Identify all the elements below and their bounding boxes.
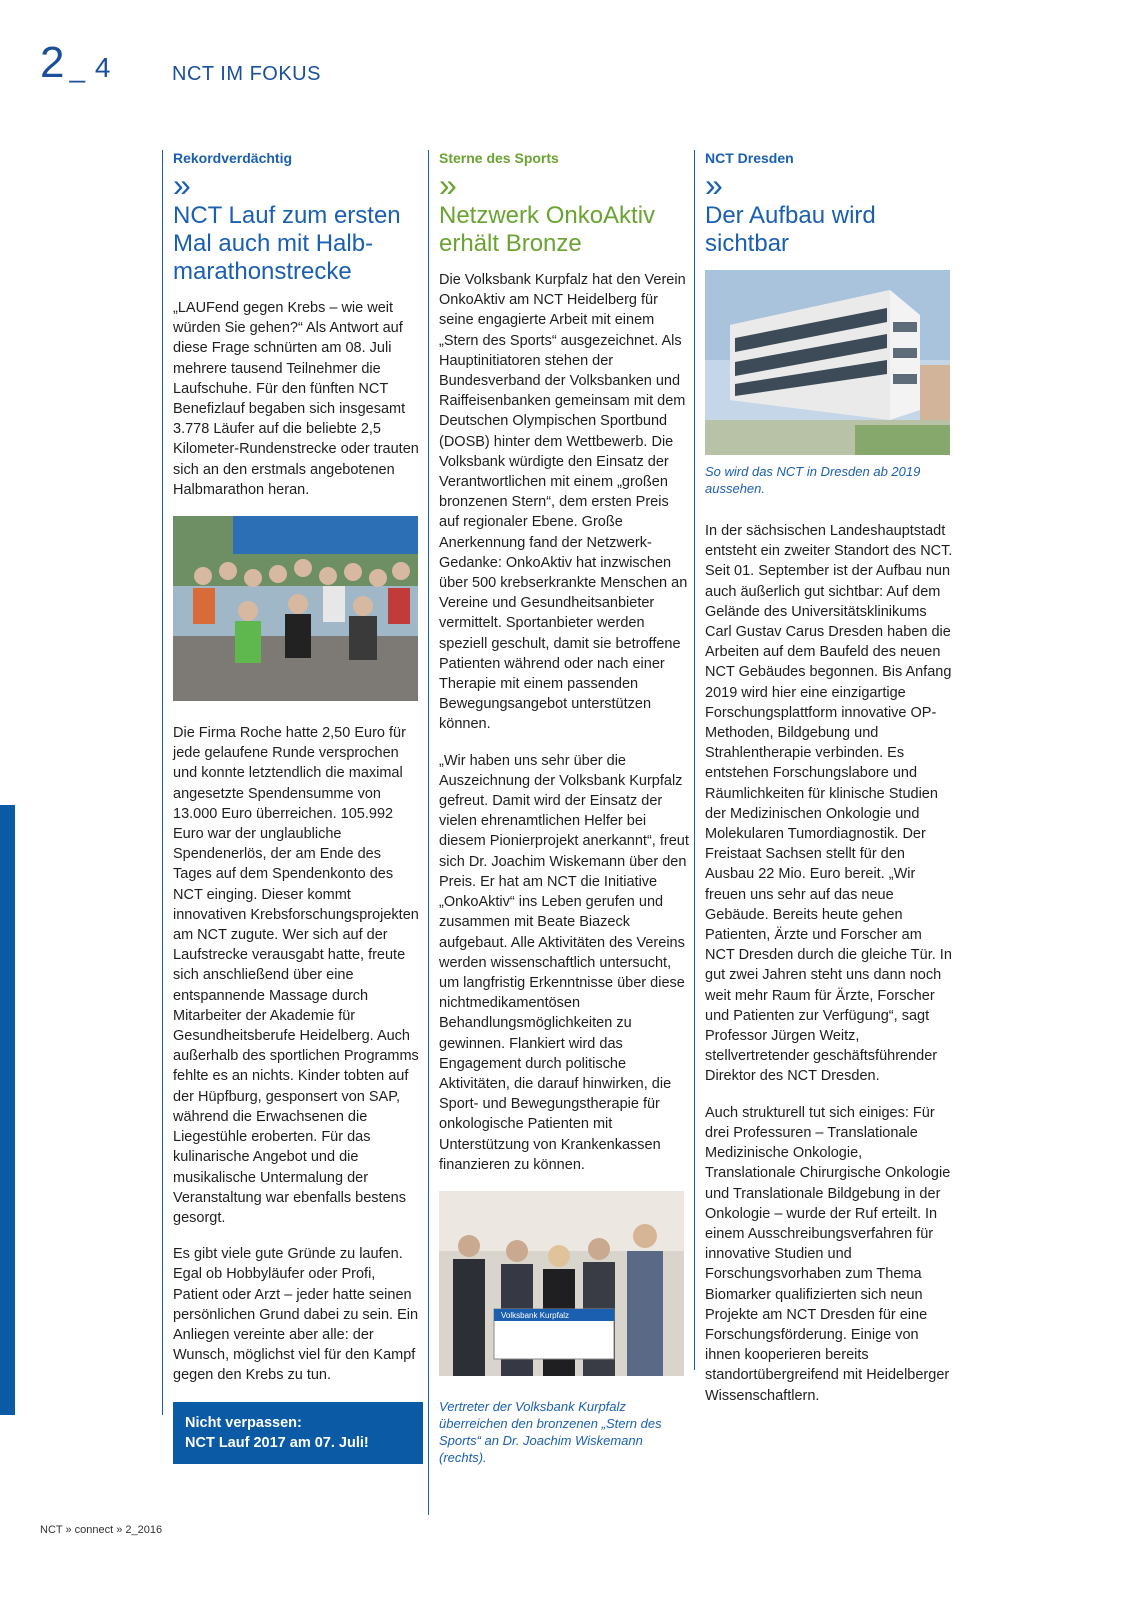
article-paragraph: „LAUFend gegen Krebs – wie weit würden Sie gehen?“ Als Antwort auf diese Frage schnürten am 08. Juli mehrere tausend Teilnehmer die Laufschuhe. Für den fünften NCT Benefizlauf begaben sich insgesamt 3.778 Läufer auf die beliebte 2,5 Kilometer-Rundenstrecke oder trauten sich an den erstmals angebotenen Halbmarathon heran. [173,300,419,498]
article-headline: Netzwerk OnkoAktiv erhält Bronze [439,202,656,257]
article-headline: NCT Lauf zum ersten Mal auch mit Halbmarathonstrecke [173,202,401,285]
article-paragraph: Die Firma Roche hatte 2,50 Euro für jede gelaufene Runde versprochen und konnte letztendlich die maximal angesetzte Spendensumme von 13.000 Euro überreichen. 105.992 Euro war der unglaubliche Spendenerlös, der am Ende des Tages auf dem Spendenkonto des NCT einging. Dieser kommt innovativen Krebsforschungsprojekten am NCT zugute. Wer sich auf der Laufstrecke verausgabt hatte, freute sich anschließend über eine entspannende Massage durch Mitarbeiter der Akademie für Gesundheitsberufe Heidelberg. Auch außerhalb des sportlichen Programms fehlte es an nichts. Kinder tobten auf der Hüpfburg, gesponsert von SAP, während die Erwachsenen die Liegestühle eroberten. Für das kulinarische Angebot und die musikalische Untermalung der Veranstaltung war ebenfalls bestens gesorgt. [173,725,419,1226]
callout-date: NCT Lauf 2017 am 07. Juli! [185,1434,369,1451]
article-paragraph: Es gibt viele gute Gründe zu laufen. Egal ob Hobbyläufer oder Profi, Patient oder Arzt – jeder hatte seinen persönlichen Grund dabei zu sein. Ein Anliegen vereinte aber alle: der Wunsch, möglichst viel für den Kampf gegen den Krebs zu tun. [173,1246,419,1384]
article-paragraph: Auch strukturell tut sich einiges: Für drei Professuren – Translationale Medizinische Onkologie, Translationale Chirurgische Onkologie und Translationale Bildgebung in der Onkologie – wurde der Ruf erteilt. In einem Ausschreibungsverfahren für innovative Studien und Forschungsvorhaben zum Thema Biomarker qualifizierten sich neun Projekte am NCT Dresden für eine Forschungsförderung. Einige von ihnen kooperieren bereits standortübergreifend mit Heidelberger Wissenschaftlern. [705,1104,951,1404]
left-accent-bar [0,805,15,1415]
callout-label: Nicht verpassen: [185,1414,302,1431]
article-paragraph: Die Volksbank Kurpfalz hat den Verein OnkoAktiv am NCT Heidelberg für seine engagierte Arbeit mit einem „Stern des Sports“ ausgezeichnet. Als Hauptinitiatoren stehen der Bundesverband der Volksbanken und Raiffeisenbanken gemeinsam mit dem Deutschen Olympischen Sportbund (DOSB) hinter dem Wettbewerb. Die Volksbank würdigte den Einsatz der Verantwortlichen mit einem „großen bronzenen Stern“, dem ersten Preis auf regionaler Ebene. Große Anerkennung fand der Netzwerk-Gedanke: OnkoAktiv hat inzwischen über 500 krebserkrankte Menschen an Vereine und Gesundheitsanbieter vermittelt. Sportanbieter werden speziell geschult, damit sie betroffene Patienten während oder nach einer Therapie mit einem passenden Bewegungsangebot unterstützen können. [439,272,688,733]
chevron-icon: » [705,167,723,203]
article-paragraph: In der sächsischen Landeshauptstadt entsteht ein zweiter Standort des NCT. Seit 01. September ist der Aufbau nun auch äußerlich gut sichtbar: Auf dem Gelände des Universitätsklinikums Carl Gustav Carus Dresden haben die Arbeiten auf dem Baufeld des neuen NCT Gebäudes begonnen. Bis Anfang 2019 wird hier eine einzigartige Forschungsplattform innovative OP-Methoden, Bildgebung und Strahlentherapie verbinden. Es entstehen Forschungslabore und Räumlichkeiten für klinische Studien der Medizinischen Onkologie und Molekularen Tumordiagnostik. Der Freistaat Sachsen stellt für den Ausbau 22 Mio. Euro bereit. „Wir freuen uns sehr auf das neue Gebäude. Bereits heute gehen Patienten, Ärzte und Forscher am NCT Dresden durch die gleiche Tür. In gut zwei Jahren steht uns dann noch weit mehr Raum für Ärzte, Forscher und Patienten zur Verfügung“, sagt Professor Jürgen Weitz, stellvertretender geschäftsführender Direktor des NCT Dresden. [705,523,953,1085]
article-column-onkoaktiv [428,150,689,1515]
page-number [40,38,111,88]
section-number: 2 [40,38,66,87]
award-ceremony-photo [439,1191,689,1376]
photo-caption: Vertreter der Volksbank Kurpfalz überreichen den bronzenen „Stern des Sports“ an Dr. Joachim Wiskemann (rechts). [439,1398,662,1465]
chevron-icon: » [173,167,191,203]
callout-box [173,1402,423,1464]
page-subnumber: _ 4 [69,52,112,83]
article-paragraph: „Wir haben uns sehr über die Auszeichnung der Volksbank Kurpfalz gefreut. Damit wird der Einsatz der vielen ehrenamtlichen Helfer bei diesem Pionierprojekt anerkannt“, freut sich Dr. Joachim Wiskemann über den Preis. Er hat am NCT die Initiative „OnkoAktiv“ ins Leben gerufen und zusammen mit Beate Biazeck aufgebaut. Alle Aktivitäten des Vereins werden wissenschaftlich untersucht, um langfristig Erkenntnisse über diese nichtmedikamentösen Behandlungsmöglichkeiten zu gewinnen. Flankiert wird das Engagement durch politische Aktivitäten, die darauf hinwirken, die Sport- und Bewegungstherapie für onkologische Patienten mit Unterstützung von Krankenkassen finanzieren zu können. [439,752,689,1173]
marathon-runners-photo [173,516,423,701]
check-sign-text: Volksbank Kurpfalz [501,1310,570,1320]
article-kicker: Rekordverdächtig [173,150,293,166]
footer-issue: NCT » connect » 2_2016 [40,1524,163,1536]
article-kicker: NCT Dresden [705,150,794,166]
chevron-icon: » [439,167,457,203]
section-title: NCT IM FOKUS [172,63,321,85]
building-rendering-photo [705,270,955,455]
article-headline: Der Aufbau wird sichtbar [705,202,876,257]
article-kicker: Sterne des Sports [439,150,559,166]
article-column-dresden [694,150,955,1404]
photo-caption: So wird das NCT in Dresden ab 2019 aussehen. [705,464,921,496]
article-column-run [162,150,423,1451]
